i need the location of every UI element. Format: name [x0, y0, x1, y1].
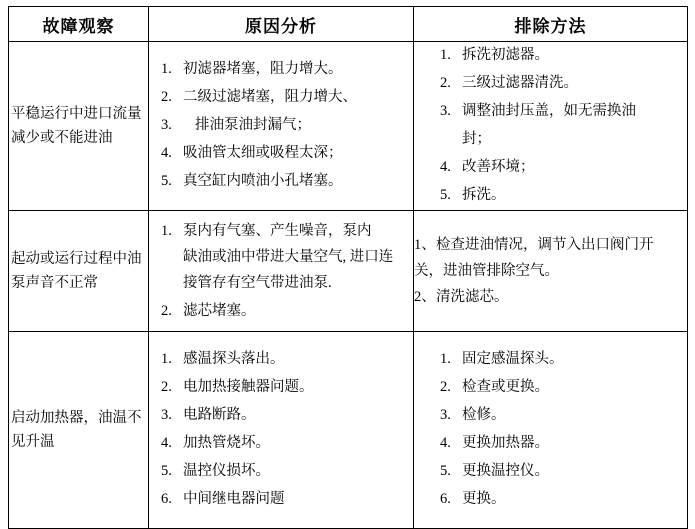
- list-item: [428, 458, 687, 484]
- list-item-text: 封；: [462, 131, 491, 147]
- list-item: [428, 98, 687, 124]
- list-item: [428, 402, 687, 428]
- fix-cell: [414, 211, 688, 332]
- list-item-text: 检查进油情况，调节入出口阀门开: [436, 237, 654, 253]
- list-marker: 5.: [161, 463, 172, 479]
- list-item-continuation: 关，进油管排除空气。: [414, 263, 559, 279]
- list-item-text: 加热管烧坏。: [183, 435, 270, 451]
- list-marker: 3.: [440, 407, 451, 423]
- column-header-observation: 故障观察: [9, 7, 149, 42]
- list-marker: 1.: [161, 223, 172, 239]
- list-marker: 1.: [161, 61, 172, 77]
- table-header-row: [9, 7, 688, 42]
- list-item: [149, 430, 413, 456]
- observation-cell: [9, 211, 149, 332]
- fix-cell: [414, 42, 688, 211]
- list-item-text: 中间继电器问题: [183, 491, 285, 507]
- list-marker: 2.: [161, 379, 172, 395]
- list-marker: 5.: [440, 463, 451, 479]
- list-item: [149, 140, 413, 166]
- list-item-text: 拆洗。: [462, 187, 506, 203]
- list-item-text: 更换加热器。: [462, 435, 549, 451]
- list-item: [428, 126, 687, 152]
- list-item: [149, 168, 413, 194]
- list-item-text: 固定感温探头。: [462, 351, 564, 367]
- list-item-text: 拆洗初滤器。: [462, 47, 549, 63]
- list-marker: 5.: [440, 187, 451, 203]
- fix-list: [428, 346, 687, 512]
- fix-list: [428, 42, 687, 208]
- document-page: [0, 6, 695, 524]
- list-item-continuation: 接管存有空气带进油泵.: [183, 275, 332, 291]
- list-item: [149, 346, 413, 372]
- list-item-text: 排油泵油封漏气；: [195, 117, 311, 133]
- list-item-text: 电路断路。: [183, 407, 256, 423]
- list-marker: 4.: [440, 159, 451, 175]
- list-item-text: 更换。: [462, 491, 506, 507]
- list-item-text: 吸油管太细或吸程太深；: [183, 145, 343, 161]
- fix-cell: [414, 332, 688, 529]
- cause-list: [149, 346, 413, 512]
- list-item: [149, 84, 413, 110]
- list-item: [428, 154, 687, 180]
- observation-text: 启动加热器，油温不见升温: [11, 410, 142, 450]
- list-item: [414, 284, 687, 310]
- list-item: [149, 486, 413, 512]
- list-marker: 4.: [161, 435, 172, 451]
- list-marker: 1.: [440, 47, 451, 63]
- list-item-text: 调整油封压盖，如无需换油: [462, 103, 636, 119]
- observation-cell: [9, 42, 149, 211]
- list-item-text: 滤芯堵塞。: [183, 303, 256, 319]
- list-item: [149, 402, 413, 428]
- list-marker: 1.: [161, 351, 172, 367]
- cause-cell: [149, 42, 414, 211]
- list-item: [428, 486, 687, 512]
- list-item: [149, 298, 413, 324]
- cause-list: [149, 56, 413, 194]
- list-marker: 1.: [440, 351, 451, 367]
- table-row: [9, 211, 688, 332]
- list-item: [428, 42, 687, 68]
- table-row: [9, 332, 688, 529]
- list-item: [428, 182, 687, 208]
- column-header-cause: 原因分析: [149, 7, 414, 42]
- list-item-text: 清洗滤芯。: [436, 289, 509, 305]
- list-marker: 6.: [161, 491, 172, 507]
- list-item: [149, 112, 413, 138]
- list-item: [428, 374, 687, 400]
- list-marker: 2.: [161, 303, 172, 319]
- list-item-text: 温控仪损坏。: [183, 463, 270, 479]
- list-item-text: 改善环境；: [462, 159, 535, 175]
- list-marker: 3.: [161, 117, 172, 133]
- list-marker: 3.: [440, 103, 451, 119]
- list-item: [149, 56, 413, 82]
- list-item-text: 三级过滤器清洗。: [462, 75, 578, 91]
- list-marker: 6.: [440, 491, 451, 507]
- column-header-fix: 排除方法: [414, 7, 688, 42]
- list-item-text: 泵内有气塞、产生噪音，泵内: [183, 223, 372, 239]
- table-header: [9, 7, 688, 42]
- list-item: [428, 346, 687, 372]
- list-marker: 4.: [440, 435, 451, 451]
- list-item-text: 电加热接触器问题。: [183, 379, 314, 395]
- list-item-text: 更换温控仪。: [462, 463, 549, 479]
- list-marker: 2、: [414, 289, 436, 305]
- fault-troubleshooting-table: [8, 6, 688, 529]
- observation-cell: [9, 332, 149, 529]
- list-item-text: 感温探头落出。: [183, 351, 285, 367]
- list-item-text: 初滤器堵塞，阻力增大。: [183, 61, 343, 77]
- list-item-text: 检修。: [462, 407, 506, 423]
- list-marker: 2.: [440, 379, 451, 395]
- list-marker: 3.: [161, 407, 172, 423]
- list-item-text: 二级过滤堵塞，阻力增大、: [183, 89, 357, 105]
- observation-text: 平稳运行中进口流量减少或不能进油: [11, 106, 142, 146]
- list-marker: 2.: [161, 89, 172, 105]
- list-item: [428, 70, 687, 96]
- list-item-text: 真空缸内喷油小孔堵塞。: [183, 173, 343, 189]
- list-item-continuation: 缺油或油中带进大量空气, 进口连: [183, 249, 394, 265]
- list-marker: 1、: [414, 237, 436, 253]
- list-item: [414, 232, 687, 258]
- list-marker: 2.: [440, 75, 451, 91]
- cause-cell: [149, 332, 414, 529]
- table-row: [9, 42, 688, 211]
- list-item: [149, 374, 413, 400]
- list-item: [428, 430, 687, 456]
- observation-text: 起动或运行过程中油泵声音不正常: [11, 251, 142, 291]
- list-marker: 5.: [161, 173, 172, 189]
- table-body: [9, 42, 688, 529]
- list-item-text: 检查或更换。: [462, 379, 549, 395]
- list-item: [149, 218, 413, 244]
- list-marker: 4.: [161, 145, 172, 161]
- cause-cell: [149, 211, 414, 332]
- list-item: [149, 458, 413, 484]
